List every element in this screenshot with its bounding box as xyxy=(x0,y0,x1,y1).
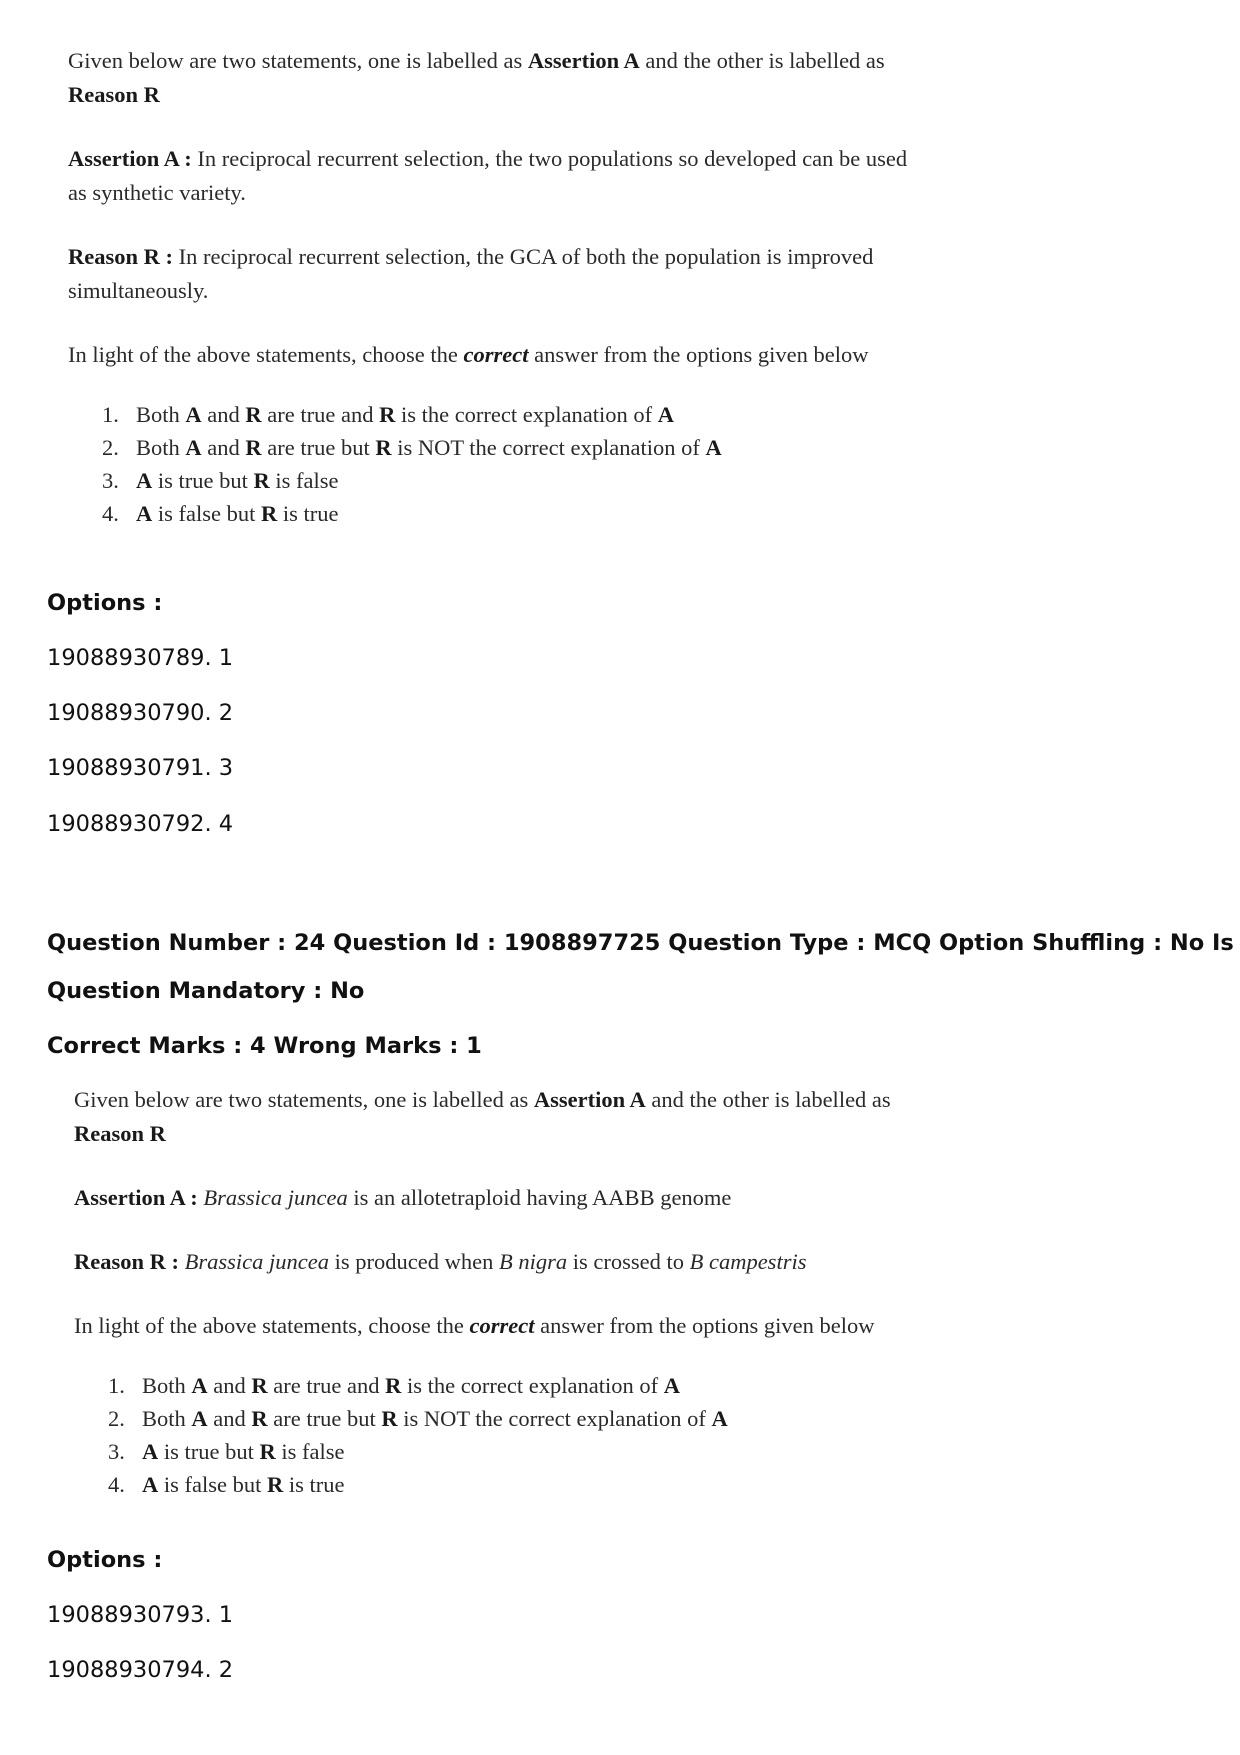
q23-assertion: Assertion A : In reciprocal recurrent selection, the two populations so developed can be used as synthetic variety. xyxy=(68,146,908,205)
q24-instruction: In light of the above statements, choose the correct answer from the options given below xyxy=(74,1313,875,1338)
question-24-image xyxy=(74,1083,974,1501)
q24-options-label: Options : xyxy=(47,1547,163,1573)
q24-choice-list xyxy=(108,1369,974,1501)
q23-intro: Given below are two statements, one is labelled as Assertion A and the other is labelled as Reason R xyxy=(68,48,885,107)
q23-instruction: In light of the above statements, choose the correct answer from the options given below xyxy=(68,342,869,367)
q23-reason: Reason R : In reciprocal recurrent selection, the GCA of both the population is improved simultaneously. xyxy=(68,244,874,303)
question-23-image xyxy=(68,44,968,530)
q24-header-line-2: Question Mandatory : No xyxy=(47,978,365,1004)
q24-choice-2: 2. Both A and R are true but R is NOT the correct explanation of A xyxy=(108,1406,728,1431)
q23-choice-3: 3. A is true but R is false xyxy=(102,468,339,493)
q24-option-2[interactable]: 19088930794. 2 xyxy=(47,1657,234,1683)
q23-option-4[interactable]: 19088930792. 4 xyxy=(47,811,234,837)
q24-header-line-1: Question Number : 24 Question Id : 1908897725 Question Type : MCQ Option Shuffling : No Is xyxy=(47,930,1234,956)
q23-choice-1: 1. Both A and R are true and R is the correct explanation of A xyxy=(102,402,674,427)
q24-option-1[interactable]: 19088930793. 1 xyxy=(47,1602,234,1628)
q23-option-1[interactable]: 19088930789. 1 xyxy=(47,645,234,671)
q24-assertion: Assertion A : Brassica juncea is an allotetraploid having AABB genome xyxy=(74,1185,732,1210)
q23-choice-list xyxy=(102,398,968,530)
q23-option-2[interactable]: 19088930790. 2 xyxy=(47,700,234,726)
q24-intro: Given below are two statements, one is labelled as Assertion A and the other is labelled as Reason R xyxy=(74,1087,891,1146)
q23-options-label: Options : xyxy=(47,590,163,616)
q23-option-3[interactable]: 19088930791. 3 xyxy=(47,755,234,781)
q23-choice-2: 2. Both A and R are true but R is NOT the correct explanation of A xyxy=(102,435,722,460)
q23-choice-4: 4. A is false but R is true xyxy=(102,501,339,526)
q24-marks: Correct Marks : 4 Wrong Marks : 1 xyxy=(47,1033,482,1059)
q24-choice-1: 1. Both A and R are true and R is the correct explanation of A xyxy=(108,1373,680,1398)
q24-choice-4: 4. A is false but R is true xyxy=(108,1472,345,1497)
q24-reason: Reason R : Brassica juncea is produced when B nigra is crossed to B campestris xyxy=(74,1249,807,1274)
q24-choice-3: 3. A is true but R is false xyxy=(108,1439,345,1464)
